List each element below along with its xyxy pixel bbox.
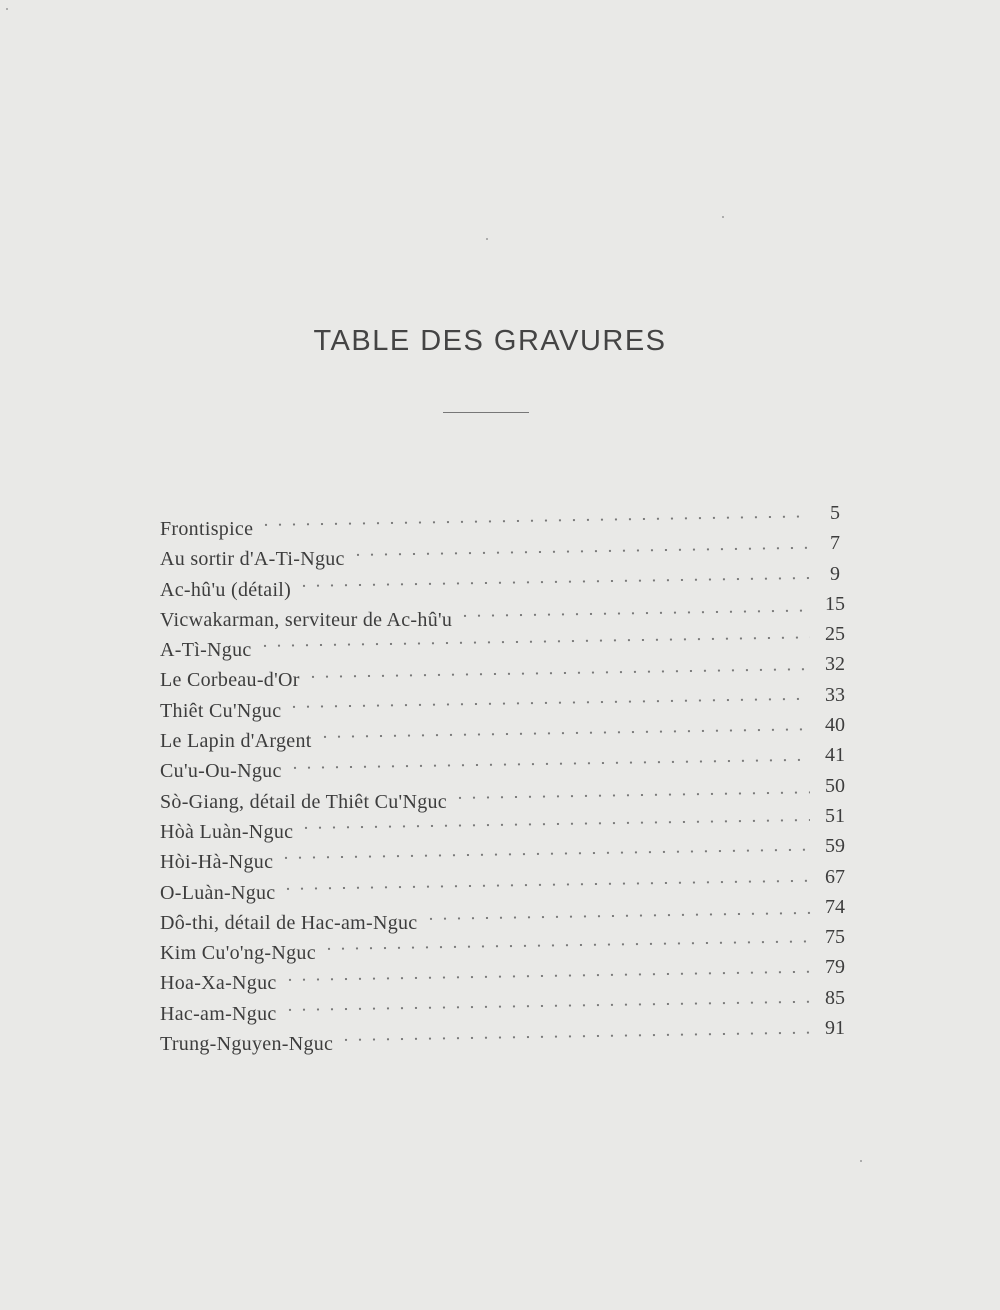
entry-title: Hòi-Hà-Nguc [160, 851, 274, 874]
dot-leader [283, 970, 810, 980]
entry-page-number: 79 [825, 956, 845, 979]
entry-page-number: 41 [825, 744, 845, 767]
toc-entry [160, 926, 850, 968]
dot-leader [258, 637, 810, 648]
toc-entry [160, 714, 850, 756]
dot-leader [279, 849, 810, 859]
entry-title: Vicwakarman, serviteur de Ac-hû'u [160, 608, 453, 631]
entry-page-number: 50 [825, 774, 845, 797]
page-title: TABLE DES GRAVURES [313, 325, 667, 357]
dot-leader [318, 728, 810, 738]
entry-page-number: 40 [825, 714, 845, 737]
entry-title: Frontispice [160, 518, 254, 540]
toc-entry [160, 502, 850, 544]
entry-title: Le Lapin d'Argent [160, 730, 312, 753]
entry-page-number: 5 [830, 502, 840, 524]
toc-entry [160, 774, 850, 817]
entry-title: Hoa-Xa-Nguc [160, 972, 277, 995]
entry-title: Sò-Giang, détail de Thiêt Cu'Nguc [160, 790, 447, 813]
entry-title: Thiêt Cu'Nguc [160, 699, 282, 722]
entry-page-number: 51 [825, 804, 845, 827]
dot-leader [453, 791, 810, 799]
toc-entry [160, 562, 850, 605]
toc-entry [160, 804, 850, 847]
toc-entry [160, 865, 850, 908]
dot-leader [283, 1001, 810, 1011]
table-of-engravings [160, 502, 850, 1059]
entry-page-number: 59 [825, 835, 845, 858]
entry-page-number: 74 [825, 895, 845, 918]
paper-speck [860, 1160, 862, 1162]
entry-title: Le Corbeau-d'Or [160, 669, 300, 692]
entry-title: Kim Cu'o'ng-Nguc [160, 942, 316, 965]
toc-entry [160, 683, 850, 726]
entry-title: Dô-thi, détail de Hac-am-Nguc [160, 911, 418, 934]
entry-page-number: 32 [825, 653, 845, 676]
toc-entry [160, 956, 850, 998]
entry-page-number: 25 [825, 623, 845, 646]
toc-entry [160, 532, 850, 574]
dot-leader [322, 941, 810, 951]
entry-page-number: 15 [825, 592, 845, 615]
toc-entry [160, 653, 850, 695]
entry-title: Ac-hû'u (détail) [160, 578, 292, 601]
dot-leader [339, 1032, 810, 1041]
title-divider [443, 412, 529, 413]
toc-entry [160, 986, 850, 1029]
dot-leader [288, 758, 810, 768]
toc-entry [160, 1017, 850, 1059]
toc-entry [160, 744, 850, 786]
paper-speck [6, 8, 8, 10]
dot-leader [297, 577, 810, 587]
entry-page-number: 85 [825, 986, 845, 1009]
entry-page-number: 33 [825, 683, 845, 706]
dot-leader [281, 879, 809, 889]
entry-page-number: 67 [825, 865, 845, 888]
toc-entry [160, 623, 850, 665]
dot-leader [351, 547, 810, 556]
dot-leader [423, 912, 809, 920]
entry-title: Trung-Nguyen-Nguc [160, 1033, 334, 1056]
entry-page-number: 9 [830, 562, 840, 585]
dot-leader [306, 668, 810, 678]
dot-leader [299, 819, 810, 829]
toc-entry [160, 592, 850, 635]
toc-entry [160, 835, 850, 877]
entry-page-number: 7 [830, 532, 840, 555]
entry-title: A-Tì-Nguc [160, 639, 252, 662]
entry-title: Au sortir d'A-Ti-Nguc [160, 548, 345, 571]
entry-title: Hac-am-Nguc [160, 1002, 277, 1025]
entry-page-number: 75 [825, 926, 845, 949]
entry-title: Hòà Luàn-Nguc [160, 820, 294, 843]
dot-leader [287, 698, 810, 708]
entry-title: O-Luàn-Nguc [160, 881, 276, 904]
entry-title: Cu'u-Ou-Nguc [160, 760, 282, 783]
dot-leader [259, 515, 810, 526]
toc-entry [160, 895, 850, 938]
paper-speck [722, 216, 724, 218]
entry-page-number: 91 [825, 1017, 845, 1040]
paper-speck [486, 238, 488, 240]
dot-leader [458, 610, 810, 618]
